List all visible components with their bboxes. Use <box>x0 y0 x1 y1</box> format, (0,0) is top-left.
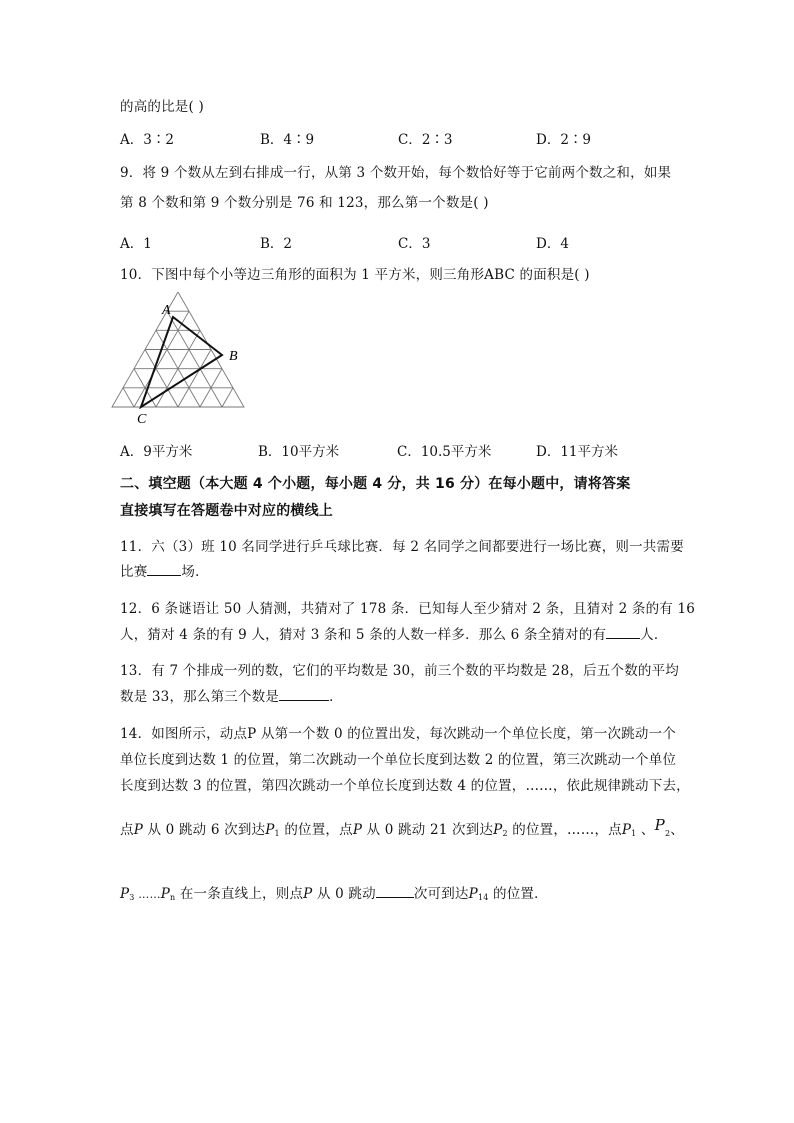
q8-option-c: C．2∶3 <box>398 132 453 148</box>
q14-l5-text: 在一条直线上，则点 <box>175 886 304 902</box>
subscript: 3 <box>129 893 135 902</box>
subscript: 1 <box>631 829 637 838</box>
subscript: 1 <box>274 829 280 838</box>
q14-l4-text: 点 <box>120 822 134 838</box>
q14-line-3: 长度到达数 3 的位置，第四次跳动一个单位长度到达数 4 的位置，……，依此规律跳动下去， <box>120 778 690 794</box>
subscript: 2 <box>502 829 508 838</box>
q14-l5-text: 的位置． <box>488 886 548 902</box>
q13-line-2-end: ． <box>329 689 343 705</box>
q9-option-b: B．2 <box>260 236 293 252</box>
q12-answer-blank <box>606 626 640 639</box>
q14-line-1: 14．如图所示，动点P 从第一个数 0 的位置出发，每次跳动一个单位长度，第一次跳动一个 <box>120 726 677 742</box>
q14-l4-text: 的位置，点 <box>279 822 353 838</box>
q9-line-2: 第 8 个数和第 9 个数分别是 76 和 123，那么第一个数是( ) <box>120 195 489 211</box>
q11-line-1: 11．六（3）班 10 名同学进行乒乓球比赛．每 2 名同学之间都要进行一场比赛，则一共需要 <box>120 539 684 555</box>
q10-option-d: D．11平方米 <box>536 444 619 460</box>
point-p: P <box>352 822 363 838</box>
point-p: P <box>303 886 313 902</box>
q13-line-2-start: 数是 33，那么第三个数是 <box>120 689 280 705</box>
q14-l4-text: 的位置，……，点 <box>507 822 622 838</box>
q14-answer-blank <box>376 885 414 898</box>
point-p: P <box>133 822 143 838</box>
q14-l5-text: 从 0 跳动 <box>312 886 376 902</box>
q11-line-2-end: 场． <box>181 564 209 580</box>
q10-option-a: A．9平方米 <box>120 444 193 460</box>
q14-l4-text: 、 <box>636 822 655 838</box>
q14-line-5 <box>120 882 548 902</box>
point-p: P <box>120 886 130 902</box>
point-p: P <box>493 822 503 838</box>
label-a: A <box>162 303 171 318</box>
section-2-header-line-1: 二、填空题（本大题 4 个小题，每小题 4 分，共 16 分）在每小题中，请将答案 <box>120 476 631 492</box>
q14-l5-text: 次可到达 <box>413 886 469 902</box>
point-p: P <box>160 886 170 902</box>
q9-option-d: D．4 <box>536 236 569 252</box>
subscript: 2 <box>664 829 671 838</box>
q9-line-1: 9．将 9 个数从左到右排成一行，从第 3 个数开始，每个数恰好等于它前两个数之和，如果 <box>120 165 672 181</box>
point-p: P <box>621 822 632 838</box>
q12-line-1: 12．6 条谜语让 50 人猜测，共猜对了 178 条．已知每人至少猜对 2 条，且猜对 2 条的有 16 <box>120 601 696 617</box>
q10-option-c: C．10.5平方米 <box>397 444 492 460</box>
q14-line-2: 单位长度到达数 1 的位置，第二次跳动一个单位长度到达数 2 的位置，第三次跳动一个单位 <box>120 752 677 768</box>
q8-option-b: B．4∶9 <box>260 132 315 148</box>
q13-line-2 <box>120 685 343 705</box>
q13-line-1: 13．有 7 个排成一列的数，它们的平均数是 30，前三个数的平均数是 28，后五个数的平均 <box>120 663 679 679</box>
q11-line-2 <box>120 560 209 580</box>
q11-answer-blank <box>147 563 181 576</box>
q11-line-2-start: 比赛 <box>120 564 148 580</box>
point-p: P <box>468 886 478 902</box>
subscript: 14 <box>477 893 489 902</box>
section-2-header-line-2: 直接填写在答题卷中对应的横线上 <box>120 503 333 519</box>
q14-line-4 <box>120 818 684 838</box>
q12-line-2 <box>120 623 668 643</box>
q9-option-c: C．3 <box>398 236 431 252</box>
triangle-grid-figure <box>110 292 270 427</box>
q14-l5-text: …… <box>134 888 161 901</box>
q10-text: 10．下图中每个小等边三角形的面积为 1 平方米，则三角形ABC 的面积是( ) <box>120 267 590 283</box>
q14-l4-text: 从 0 跳动 21 次到达 <box>362 822 494 838</box>
q8-option-d: D．2∶9 <box>536 132 592 148</box>
q12-line-2-start: 人，猜对 4 条的有 9 人，猜对 3 条和 5 条的人数一样多．那么 6 条全猜对的有 <box>120 627 607 643</box>
label-c: C <box>137 412 147 427</box>
point-p: P <box>654 816 665 834</box>
q14-l4-text: 、 <box>670 822 684 838</box>
q8-text: 的高的比是( ) <box>120 99 204 115</box>
subscript: n <box>170 893 176 902</box>
q9-option-a: A．1 <box>120 236 152 252</box>
point-p: P <box>265 822 275 838</box>
q8-option-a: A．3∶2 <box>120 132 174 148</box>
q10-option-b: B．10平方米 <box>258 444 340 460</box>
label-b: B <box>229 349 238 364</box>
q12-line-2-end: 人． <box>640 627 668 643</box>
q13-answer-blank <box>279 688 329 701</box>
q14-l4-text: 从 0 跳动 6 次到达 <box>143 822 266 838</box>
